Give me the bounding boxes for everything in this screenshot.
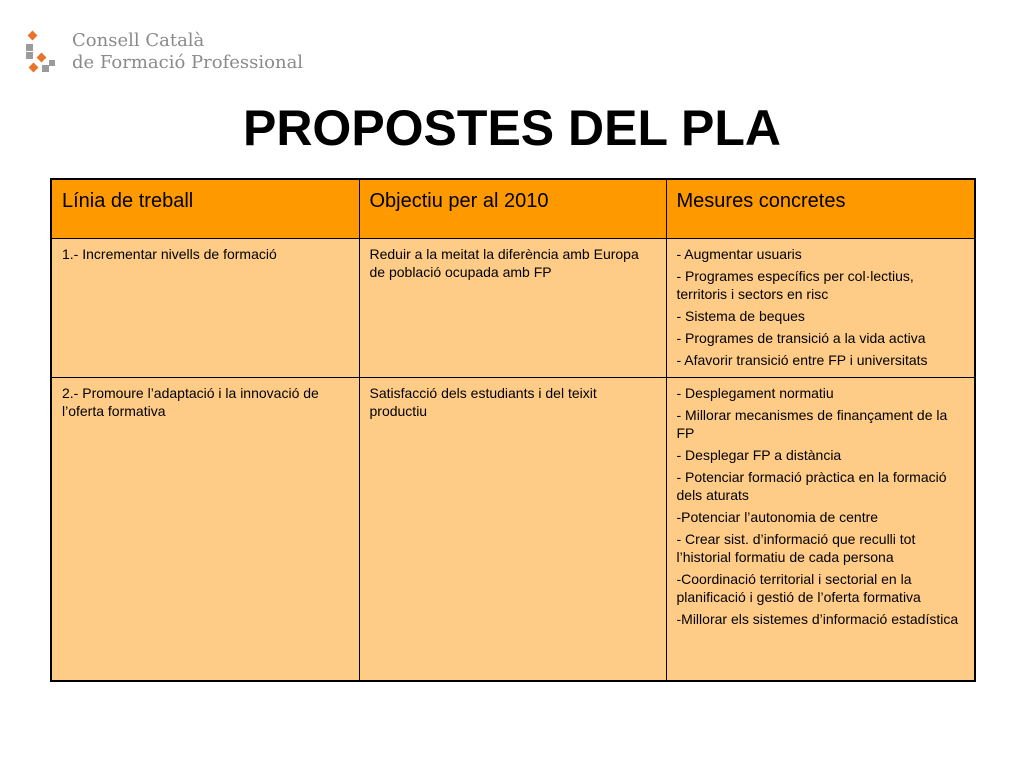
cell-linia: 2.- Promoure l’adaptació i la innovació de l’oferta formativa [51, 377, 359, 681]
measure-item: -Coordinació territorial i sectorial en la planificació i gestió de l’oferta formativa [676, 570, 921, 605]
measure-item: - Sistema de beques [676, 307, 805, 324]
measure-item: - Potenciar formació pràctica en la formació dels aturats [676, 468, 947, 503]
table-header-row [51, 179, 975, 238]
cell-linia: 1.- Incrementar nivells de formació [51, 238, 359, 377]
header-objectiu: Objectiu per al 2010 [359, 179, 666, 238]
logo-text [72, 30, 303, 74]
measure-item: - Desplegar FP a distància [676, 446, 842, 463]
measure-item: - Crear sist. d’informació que reculli tot l’historial formatiu de cada persona [676, 530, 916, 565]
cell-objectiu: Reduir a la meitat la diferència amb Europa de població ocupada amb FP [359, 238, 666, 377]
cell-mesures [666, 377, 975, 681]
measure-item: - Afavorir transició entre FP i universitats [676, 351, 928, 368]
logo-line-2: de Formació Professional [72, 52, 304, 73]
measure-item: - Programes de transició a la vida activa [676, 329, 926, 346]
organization-logo [24, 30, 303, 74]
measure-item: - Augmentar usuaris [676, 245, 802, 262]
cell-objectiu: Satisfacció dels estudiants i del teixit productiu [359, 377, 666, 681]
header-linia: Línia de treball [51, 179, 359, 238]
cell-mesures [666, 238, 975, 377]
measure-item: - Millorar mecanismes de finançament de la FP [676, 406, 948, 441]
measure-item: -Potenciar l’autonomia de centre [676, 508, 879, 525]
page-title: PROPOSTES DEL PLA [242, 100, 782, 156]
logo-line-1: Consell Català [72, 30, 205, 51]
measure-item: -Millorar els sistemes d’informació estadística [676, 610, 959, 627]
measure-item: - Desplegament normatiu [676, 384, 834, 401]
table-row [51, 238, 975, 377]
table-row [51, 377, 975, 681]
logo-mark-icon [24, 30, 68, 74]
plan-proposals-table [50, 178, 976, 682]
measure-item: - Programes específics per col·lectius, territoris i sectors en risc [676, 267, 914, 302]
header-mesures: Mesures concretes [666, 179, 975, 238]
